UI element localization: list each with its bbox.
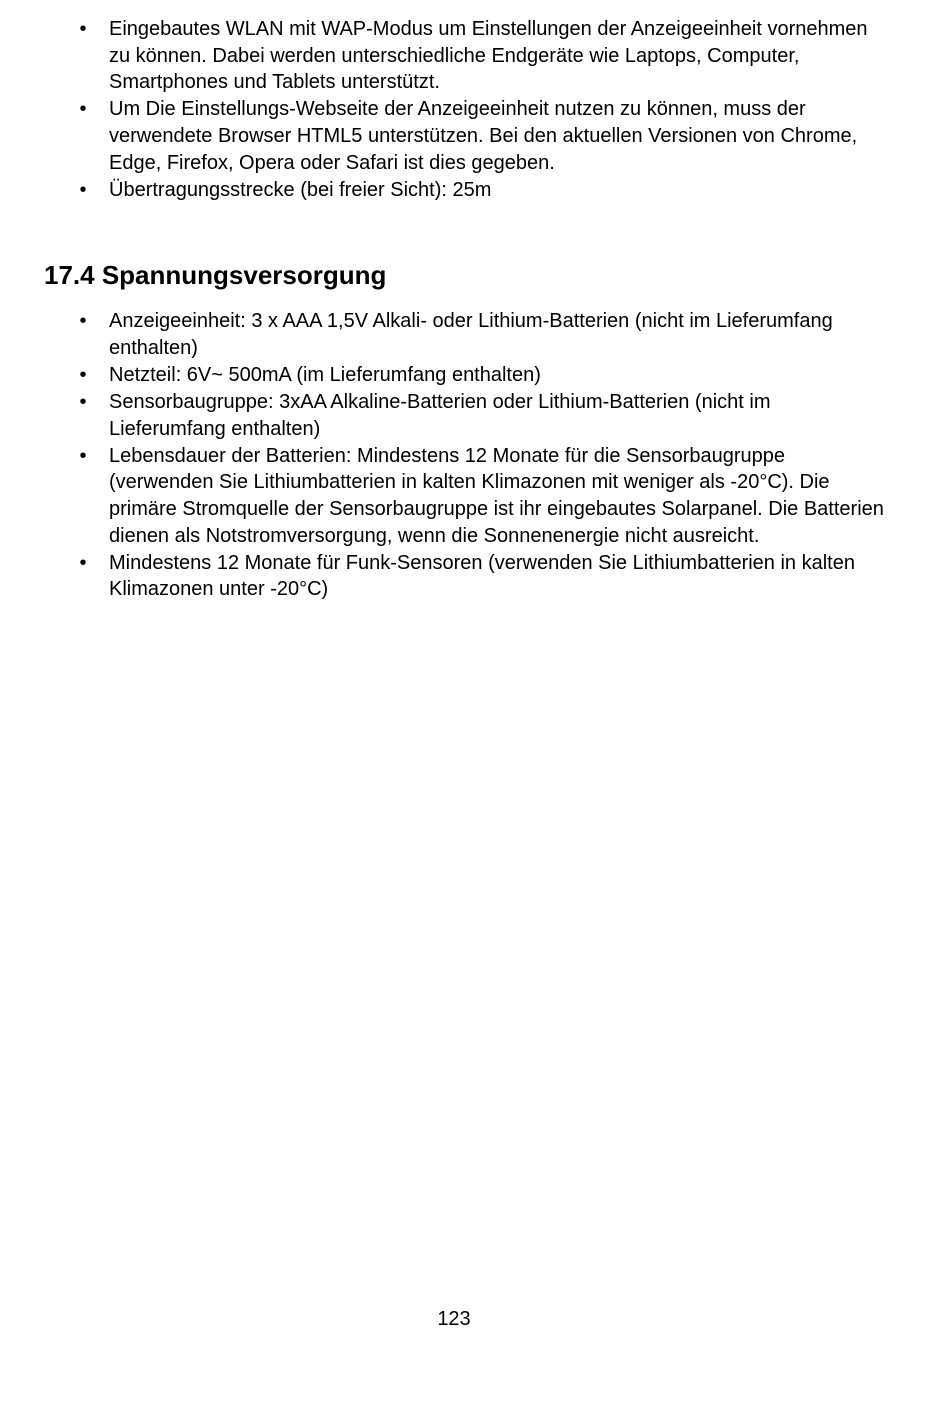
page-number: 123 xyxy=(437,1308,471,1330)
bullet-icon: • xyxy=(79,363,87,386)
section-heading: 17.4 Spannungsversorgung xyxy=(44,260,387,290)
power-supply-list xyxy=(0,308,950,604)
list-item-text: Netzteil: 6V~ 500mA (im Lieferumfang enthalten) xyxy=(109,363,541,386)
bullet-icon: • xyxy=(79,444,87,467)
list-item-text: Lebensdauer der Batterien: Mindestens 12 Monate für die Sensorbaugruppe (verwenden Sie Lithiumbatterien in kalten Klimazonen mit weniger als -20°C). Die primäre Stromquelle der Sensorbaugruppe ist ihr eingebautes Solarpanel. Die Batterien dienen als Notstromversorgung, wenn die Sonnenenergie nicht ausreicht. xyxy=(109,444,884,547)
bullet-icon: • xyxy=(79,98,87,121)
list-item xyxy=(0,389,950,442)
list-item xyxy=(0,96,950,176)
list-item xyxy=(0,16,950,96)
bullet-icon: • xyxy=(79,551,87,574)
list-item xyxy=(0,177,950,204)
wlan-feature-list xyxy=(0,16,950,204)
list-item-text: Sensorbaugruppe: 3xAA Alkaline-Batterien oder Lithium-Batterien (nicht im Lieferumfang enthalten) xyxy=(109,390,771,440)
list-item-text: Eingebautes WLAN mit WAP-Modus um Einstellungen der Anzeigeeinheit vornehmen zu können. Dabei werden unterschiedliche Endgeräte wie Laptops, Computer, Smartphones und Tablets unterstützt. xyxy=(109,18,868,94)
list-item-text: Anzeigeeinheit: 3 x AAA 1,5V Alkali- oder Lithium-Batterien (nicht im Lieferumfang enthalten) xyxy=(109,310,833,359)
bullet-icon: • xyxy=(79,18,87,40)
list-item xyxy=(0,443,950,549)
bullet-icon: • xyxy=(79,390,87,413)
list-item-text: Mindestens 12 Monate für Funk-Sensoren (verwenden Sie Lithiumbatterien in kalten Klimazonen unter -20°C) xyxy=(109,551,855,601)
list-item-text: Um Die Einstellungs-Webseite der Anzeigeeinheit nutzen zu können, muss der verwendete Browser HTML5 unterstützen. Bei den aktuellen Versionen von Chrome, Edge, Firefox, Opera oder Safari ist dies gegeben. xyxy=(109,98,858,174)
bullet-icon: • xyxy=(79,178,87,201)
list-item-text: Übertragungsstrecke (bei freier Sicht): 25m xyxy=(109,178,492,201)
list-item xyxy=(0,362,950,389)
bullet-icon: • xyxy=(79,310,87,332)
list-item xyxy=(0,308,950,361)
list-item xyxy=(0,550,950,603)
